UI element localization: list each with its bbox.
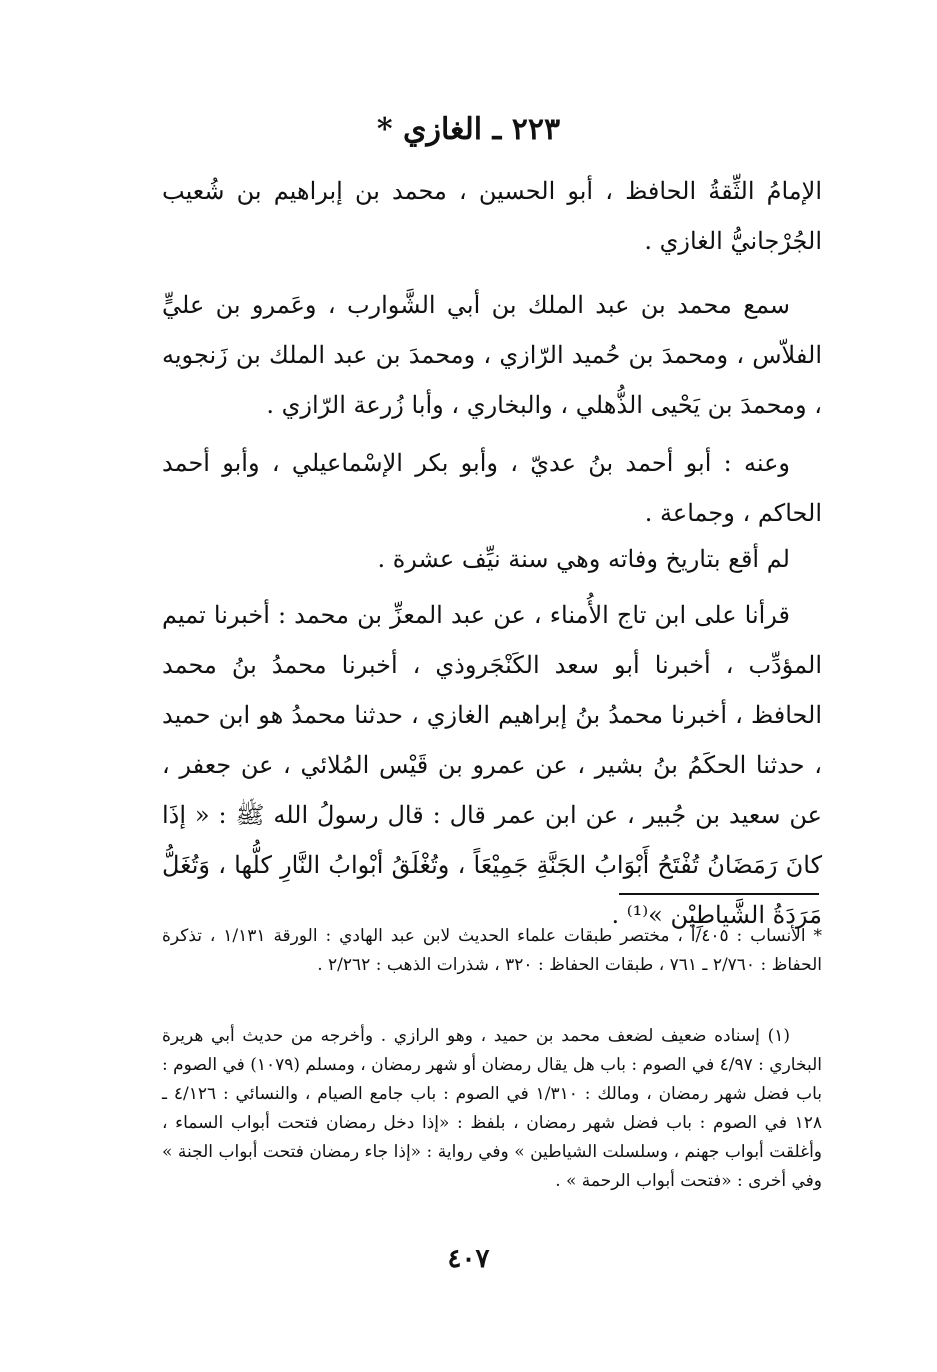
intro-paragraph: الإمامُ الثِّقةُ الحافظ ، أبو الحسين ، محمد بن إبراهيم بن شُعيب الجُرْجانيُّ الغازي . (162, 177, 822, 255)
sources-footnote: * الأنساب : ٤٠٥/أ ، مختصر طبقات علماء الحديث لابن عبد الهادي : الورقة ١/١٣١ ، تذكرة الحفاظ : ٢/٧٦٠ ـ ٧٦١ ، طبقات الحفاظ : ٣٢٠ ، شذرات الذهب : ٢/٢٦٢ . (162, 926, 822, 975)
biography-title: ٢٢٣ ـ الغازي * (376, 112, 561, 147)
page-number: ٤٠٧ (447, 1244, 490, 1274)
footnote-divider (619, 893, 819, 895)
students-paragraph: وعنه : أبو أحمد بنُ عديّ ، وأبو بكر الإسْماعيلي ، وأبو أحمد الحاكم ، وجماعة . (162, 449, 822, 527)
teachers-paragraph: سمع محمد بن عبد الملك بن أبي الشَّوارب ، وعَمرو بن عليٍّ الفلاّس ، ومحمدَ بن حُميد الرّازي ، ومحمدَ بن عبد الملك بن زَنجويه ، ومحمدَ بن يَحْيى الذُّهلي ، والبخاري ، وأبا زُرعة الرّازي . (162, 291, 822, 419)
hadith-footnote: (١) إسناده ضعيف لضعف محمد بن حميد ، وهو الرازي . وأخرجه من حديث أبي هريرة البخاري : ٤/٩٧ في الصوم : باب هل يقال رمضان أو شهر رمضان ، ومسلم (١٠٧٩) في الصوم : باب فضل شهر رمضان ، ومالك : ١/٣١٠ في الصوم : باب جامع الصيام ، والنسائي : ٤/١٢٦ ـ ١٢٨ في الصوم : باب فضل شهر رمضان ، بلفظ : «إذا دخل رمضان فتحت أبواب السماء ، وأغلقت أبواب جهنم ، وسلسلت الشياطين » وفي رواية : «إذا جاء رمضان فتحت أبواب الجنة » وفي أخرى : «فتحت أبواب الرحمة » . (162, 1026, 822, 1191)
death-paragraph: لم أقع بتاريخ وفاته وهي سنة نيِّف عشرة . (377, 545, 790, 573)
hadith-paragraph: قرأنا على ابن تاج الأُمناء ، عن عبد المعزِّ بن محمد : أخبرنا تميم المؤدِّب ، أخبرنا أبو سعد الكَنْجَروذي ، أخبرنا محمدُ بنُ محمد الحافظ ، أخبرنا محمدُ بنُ إبراهيم الغازي ، حدثنا محمدُ هو ابن حميد ، حدثنا الحكَمُ بنُ بشير ، عن عمرو بن قَيْس المُلائي ، عن جعفر ، عن سعيد بن جُبير ، عن ابن عمر قال : قال رسولُ الله ﷺ : « إذَا كانَ رَمَضَانُ تُفْتَحُ أَبْوَابُ الجَنَّةِ جَمِيْعَاً ، وتُغْلَقُ أبْوابُ النَّارِ كلُّها ، وَتُغَلُّ مَرَدَةُ الشَّياطِيْن »⁽¹⁾ . (162, 601, 822, 929)
